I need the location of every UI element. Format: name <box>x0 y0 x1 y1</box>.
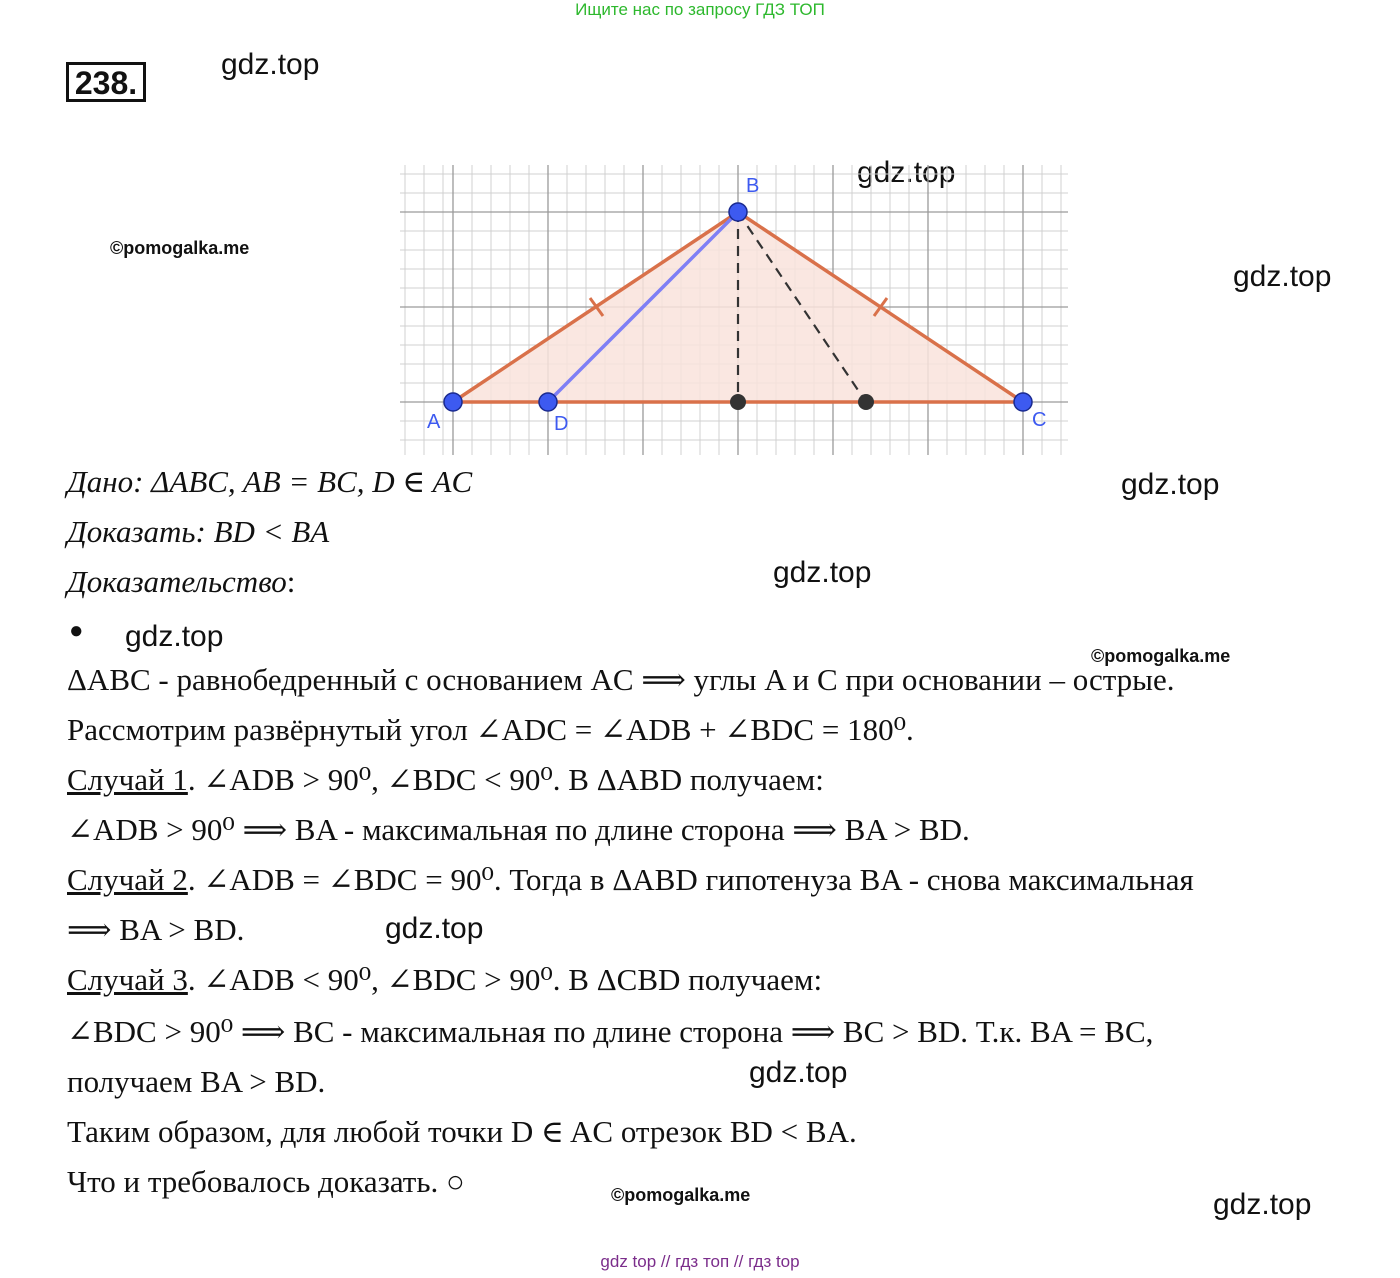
case-3-text: . ∠ADB < 90⁰, ∠BDC > 90⁰. В ΔCBD получаем: <box>187 962 823 997</box>
footer-links[interactable]: gdz top // гдз топ // гдз top <box>600 1252 800 1271</box>
top-banner: Ищите нас по запросу ГДЗ ТОП <box>575 0 825 19</box>
point-b <box>729 203 747 221</box>
proof-line-1: ΔABC - равнобедренный с основанием AC ⟹ углы A и C при основании – острые. <box>67 662 1175 697</box>
proof-colon: : <box>286 564 296 599</box>
proof-line-4: ∠ADB > 90⁰ ⟹ BA - максимальная по длине сторона ⟹ BA > BD. <box>67 812 970 847</box>
point-foot <box>730 394 746 410</box>
case-2-label: Случай 2 <box>67 862 188 897</box>
watermark-gdz: gdz.top <box>857 156 956 189</box>
proof-line-3 <box>67 762 824 798</box>
watermark-pomogalka: ©pomogalka.me <box>110 238 250 258</box>
proof-line-11: Что и требовалось доказать. ○ <box>67 1164 465 1199</box>
point-a <box>444 393 462 411</box>
watermark-gdz: gdz.top <box>749 1056 848 1089</box>
case-3-label: Случай 3 <box>67 962 188 997</box>
point-mid <box>858 394 874 410</box>
proof-label: Доказательство <box>67 564 287 599</box>
given-text: : ΔABC, AB = BC, D ∈ AC <box>133 464 473 499</box>
label-b: B <box>746 175 760 197</box>
watermark-gdz: gdz.top <box>1233 260 1332 293</box>
case-1-text: . ∠ADB > 90⁰, ∠BDC < 90⁰. В ΔABD получаем: <box>187 762 824 797</box>
watermark-gdz: gdz.top <box>221 48 320 81</box>
proof-line <box>67 564 295 600</box>
prove-text: : BD < BA <box>195 514 330 549</box>
label-a: A <box>427 411 441 433</box>
watermark-gdz: gdz.top <box>773 556 872 589</box>
label-d: D <box>554 413 569 435</box>
proof-line-2: Рассмотрим развёрнутый угол ∠ADC = ∠ADB + ∠BDC = 180⁰. <box>67 712 914 747</box>
triangle-figure <box>398 160 1070 456</box>
watermark-gdz: gdz.top <box>125 620 224 653</box>
watermark-pomogalka: ©pomogalka.me <box>611 1185 751 1205</box>
prove-line <box>67 514 329 550</box>
bullet: ● <box>69 618 84 644</box>
watermark-gdz: gdz.top <box>1121 468 1220 501</box>
prove-label: Доказать <box>67 514 196 549</box>
watermark-pomogalka: ©pomogalka.me <box>1091 646 1231 666</box>
problem-number: 238. <box>66 62 146 102</box>
case-2-text: . ∠ADB = ∠BDC = 90⁰. Тогда в ΔABD гипотенуза BA - снова максимальная <box>187 862 1194 897</box>
proof-line-10: Таким образом, для любой точки D ∈ AC отрезок BD < BA. <box>67 1114 857 1149</box>
point-d <box>539 393 557 411</box>
watermark-gdz: gdz.top <box>385 912 484 945</box>
proof-line-8: ∠BDC > 90⁰ ⟹ BC - максимальная по длине сторона ⟹ BC > BD. Т.к. BA = BC, <box>67 1014 1154 1049</box>
proof-line-6: ⟹ BA > BD. <box>67 912 245 947</box>
point-c <box>1014 393 1032 411</box>
given-label: Дано <box>67 464 134 499</box>
given-line <box>67 464 472 500</box>
case-1-label: Случай 1 <box>67 762 188 797</box>
watermark-gdz: gdz.top <box>1213 1188 1312 1221</box>
proof-line-9: получаем BA > BD. <box>67 1064 326 1099</box>
proof-line-5 <box>67 862 1194 898</box>
label-c: C <box>1032 409 1047 431</box>
proof-line-7 <box>67 962 822 998</box>
